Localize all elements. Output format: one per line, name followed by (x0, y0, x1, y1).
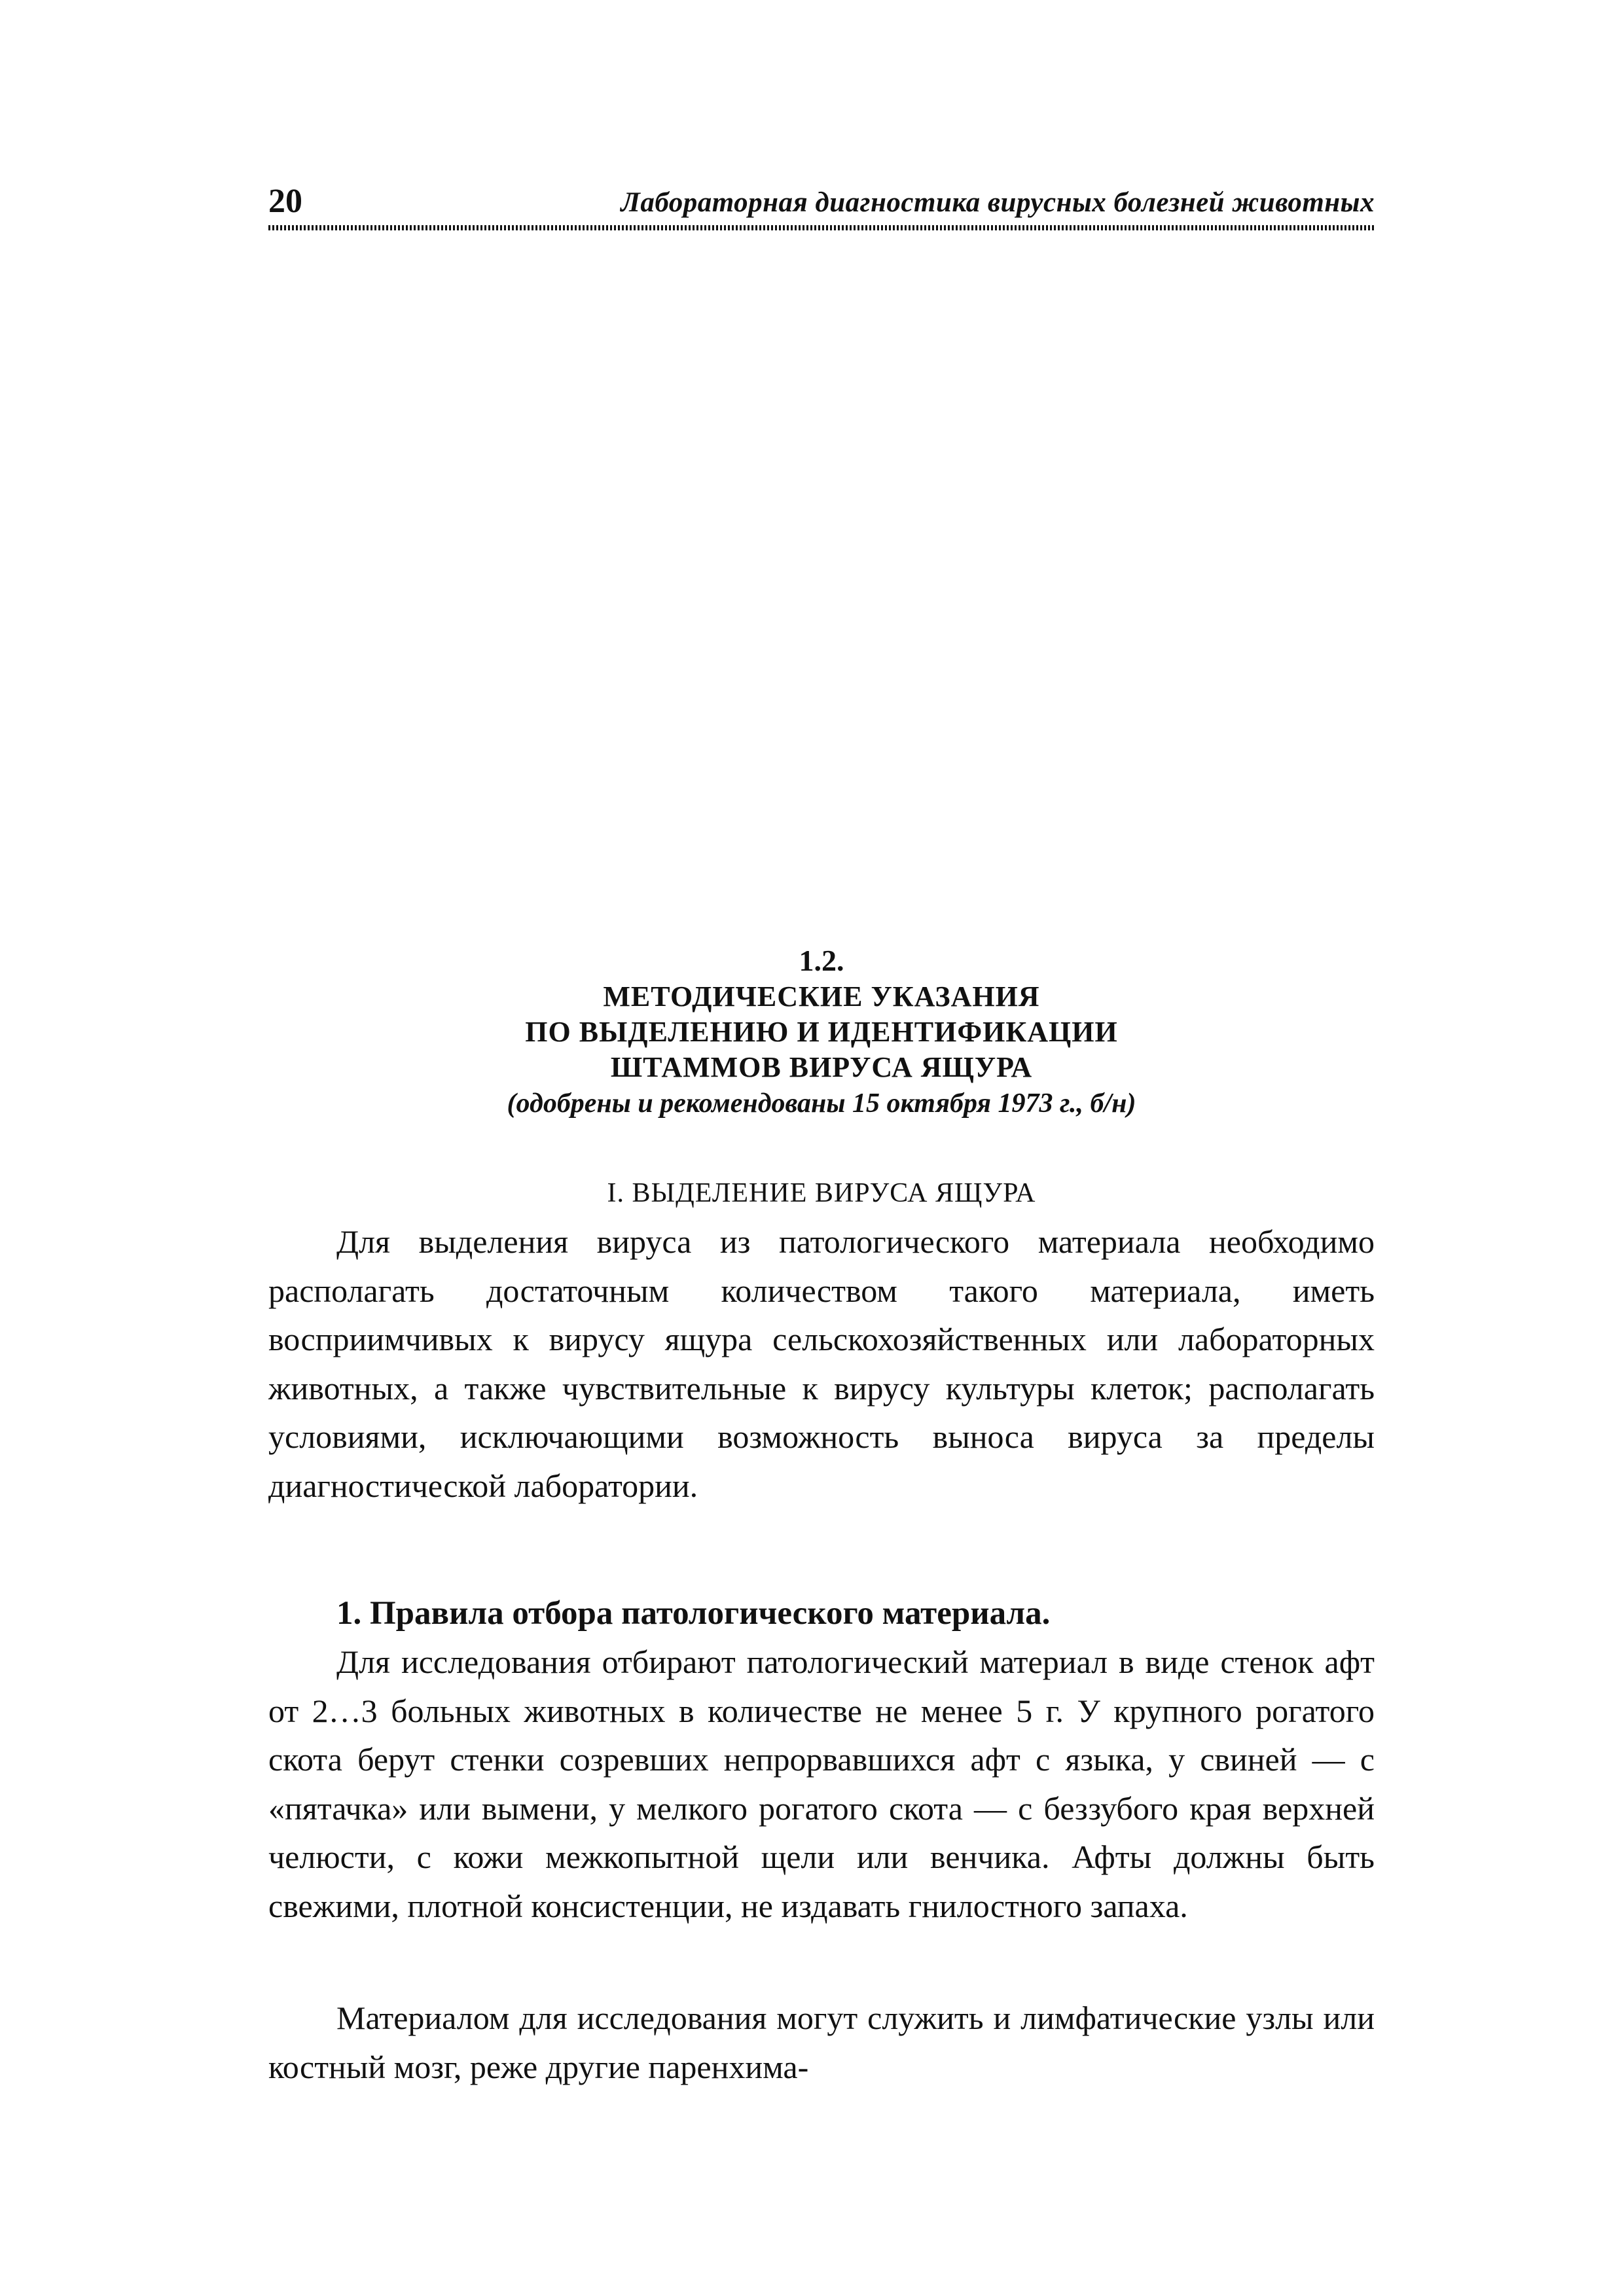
intro-text (268, 1217, 1375, 1510)
approval-note: (одобрены и рекомендованы 15 октября 1973 г., б/н) (507, 1088, 1136, 1119)
section-title-line: ШТАММОВ ВИРУСА ЯЩУРА (610, 1051, 1033, 1083)
subsection-title: I. ВЫДЕЛЕНИЕ ВИРУСА ЯЩУРА (607, 1178, 1036, 1208)
section-number: 1.2. (799, 944, 844, 977)
section-heading (268, 942, 1375, 1122)
rule-text-continued (268, 1994, 1375, 2091)
paragraph: Материалом для исследования могут служить и лимфатические узлы или костный мозг, реже другие паренхима- (268, 2000, 1375, 2085)
page-number: 20 (268, 183, 302, 220)
section-title-line: ПО ВЫДЕЛЕНИЮ И ИДЕНТИФИКАЦИИ (525, 1016, 1118, 1048)
paragraph: Для выделения вируса из патологического материала необходимо располагать достаточным количеством такого материала, иметь восприимчивых к вирусу ящура сельскохозяйственных или лабораторных животных, а также чувствительные к вирусу культуры клеток; располагать условиями, исключающими возможность выноса вируса за пределы диагностической лаборатории. (268, 1223, 1375, 1504)
rule-heading: 1. Правила отбора патологического материала. (336, 1595, 1051, 1632)
rule-text (268, 1638, 1375, 1930)
header-divider (268, 225, 1375, 230)
running-header (268, 182, 1375, 234)
running-title: Лабораторная диагностика вирусных болезней животных (621, 187, 1375, 218)
paragraph: Для исследования отбирают патологический материал в виде стенок афт от 2…3 больных животных в количестве не менее 5 г. У крупного рогатого скота берут стенки созревших непрорвавшихся афт с языка, у свиней — с «пятачка» или вымени, у мелкого рогатого скота — с беззубого края верхней челюсти, с кожи межкопытной щели или венчика. Афты должны быть свежими, плотной консистенции, не издавать гнилостного запаха. (268, 1643, 1375, 1924)
section-title-line: МЕТОДИЧЕСКИЕ УКАЗАНИЯ (603, 980, 1040, 1013)
